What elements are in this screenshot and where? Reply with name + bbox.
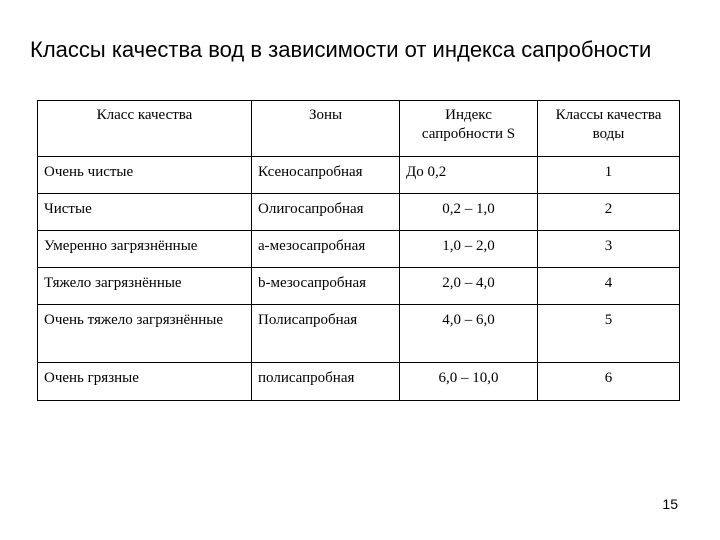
table-header-row xyxy=(38,101,680,157)
cell-saprobity-index: До 0,2 xyxy=(400,157,538,194)
cell-zone: Полисапробная xyxy=(252,305,400,363)
cell-zone: полисапробная xyxy=(252,363,400,401)
cell-quality-class: Очень тяжело загрязнённые xyxy=(38,305,252,363)
header-quality-class: Класс качества xyxy=(38,101,252,157)
cell-zone: Ксеносапробная xyxy=(252,157,400,194)
table-row xyxy=(38,194,680,231)
cell-water-class: 4 xyxy=(538,268,680,305)
header-water-quality-classes: Классы качества воды xyxy=(538,101,680,157)
table-row xyxy=(38,268,680,305)
cell-water-class: 5 xyxy=(538,305,680,363)
cell-saprobity-index: 6,0 – 10,0 xyxy=(400,363,538,401)
cell-water-class: 2 xyxy=(538,194,680,231)
cell-saprobity-index: 0,2 – 1,0 xyxy=(400,194,538,231)
cell-quality-class: Умеренно загрязнённые xyxy=(38,231,252,268)
cell-zone: b-мезосапробная xyxy=(252,268,400,305)
slide-title: Классы качества вод в зависимости от индекса сапробности xyxy=(30,37,652,62)
page-number: 15 xyxy=(662,496,678,512)
cell-saprobity-index: 4,0 – 6,0 xyxy=(400,305,538,363)
header-zones: Зоны xyxy=(252,101,400,157)
water-quality-table xyxy=(37,100,680,401)
cell-zone: a-мезосапробная xyxy=(252,231,400,268)
cell-quality-class: Тяжело загрязнённые xyxy=(38,268,252,305)
cell-quality-class: Очень грязные xyxy=(38,363,252,401)
cell-water-class: 1 xyxy=(538,157,680,194)
table-row xyxy=(38,363,680,401)
cell-quality-class: Очень чистые xyxy=(38,157,252,194)
cell-saprobity-index: 2,0 – 4,0 xyxy=(400,268,538,305)
table-row xyxy=(38,157,680,194)
table-row xyxy=(38,305,680,363)
cell-zone: Олигосапробная xyxy=(252,194,400,231)
cell-saprobity-index: 1,0 – 2,0 xyxy=(400,231,538,268)
header-saprobity-index: Индекс сапробности S xyxy=(400,101,538,157)
cell-quality-class: Чистые xyxy=(38,194,252,231)
cell-water-class: 3 xyxy=(538,231,680,268)
table-row xyxy=(38,231,680,268)
cell-water-class: 6 xyxy=(538,363,680,401)
